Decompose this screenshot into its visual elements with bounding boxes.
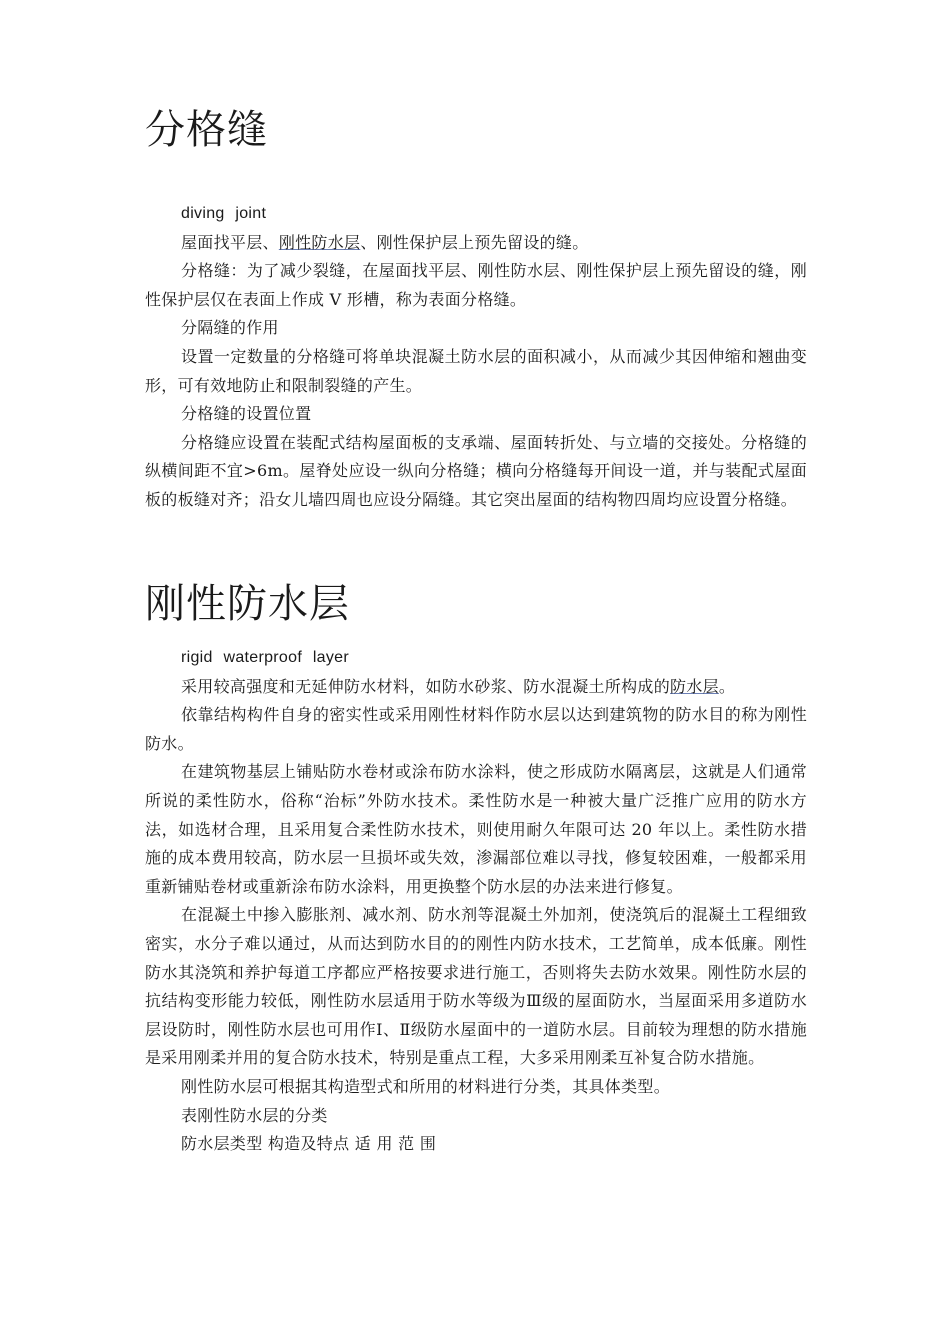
text: 采用较高强度和无延伸防水材料，如防水砂浆、防水混凝土所构成的: [181, 676, 671, 696]
section-dividing-joint-body: [145, 200, 807, 515]
paragraph: 分格缝应设置在装配式结构屋面板的支承端、屋面转折处、与立墙的交接处。分格缝的纵横间距不宜>6m。屋脊处应设一纵向分格缝；横向分格缝每开间设一道，并与装配式屋面板的板缝对齐；沿女儿墙四周也应设分隔缝。其它突出屋面的结构物四周均应设置分格缝。: [145, 432, 807, 509]
paragraph: 分格缝：为了减少裂缝，在屋面找平层、刚性防水层、刚性保护层上预先留设的缝，刚性保护层仅在表面上作成 V 形槽，称为表面分格缝。: [145, 261, 807, 309]
table-header-row: 防水层类型 构造及特点 适 用 范 围: [181, 1134, 437, 1154]
subheading: 分格缝的设置位置: [181, 404, 312, 424]
paragraph: 设置一定数量的分格缝可将单块混凝土防水层的面积减小，从而减少其因伸缩和翘曲变形，可有效地防止和限制裂缝的产生。: [145, 346, 807, 395]
section-title-rigid-waterproof-layer: 刚性防水层: [145, 581, 350, 627]
definition-paragraph: [145, 229, 807, 258]
link-waterproof-layer[interactable]: 防水层: [670, 676, 719, 696]
paragraph: 刚性防水层可根据其构造型式和所用的材料进行分类，其具体类型。: [181, 1076, 671, 1096]
english-term: diving joint: [181, 205, 267, 222]
paragraph: 在建筑物基层上铺贴防水卷材或涂布防水涂料，使之形成防水隔离层，这就是人们通常所说的柔性防水，俗称“治标”外防水技术。柔性防水是一种被大量广泛推广应用的防水方法，如选材合理，且采用复合柔性防水技术，则使用耐久年限可达 20 年以上。柔性防水措施的成本费用较高，防水层一旦损坏或失效，渗漏部位难以寻找，修复较困难，一般都采用重新铺贴卷材或重新涂布防水涂料，用更换整个防水层的办法来进行修复。: [145, 762, 807, 896]
paragraph: 依靠结构构件自身的密实性或采用刚性材料作防水层以达到建筑物的防水目的称为刚性防水。: [145, 705, 807, 753]
text: 。: [718, 676, 736, 696]
subheading: 分隔缝的作用: [181, 318, 279, 338]
paragraph: 在混凝土中掺入膨胀剂、减水剂、防水剂等混凝土外加剂，使浇筑后的混凝土工程细致密实，水分子难以通过，从而达到防水目的的刚性内防水技术，工艺简单，成本低廉。刚性防水其浇筑和养护每道工序都应严格按要求进行施工，否则将失去防水效果。刚性防水层的抗结构变形能力较低，刚性防水层适用于防水等级为Ⅲ级的屋面防水，当屋面采用多道防水层设防时，刚性防水层也可用作Ⅰ、Ⅱ级防水屋面中的一道防水层。目前较为理想的防水措施是采用刚柔并用的复合防水技术，特别是重点工程，大多采用刚柔互补复合防水措施。: [145, 905, 807, 1068]
text: 屋面找平层、: [181, 232, 279, 252]
section-rigid-waterproof-body: [145, 644, 807, 1159]
link-rigid-waterproof-layer[interactable]: 刚性防水层: [278, 232, 361, 252]
text: 、刚性保护层上预先留设的缝。: [360, 232, 589, 252]
subheading: 表刚性防水层的分类: [181, 1105, 328, 1125]
english-term: rigid waterproof layer: [181, 649, 349, 666]
section-title-dividing-joint: 分格缝: [145, 107, 268, 153]
definition-paragraph: [145, 673, 807, 702]
